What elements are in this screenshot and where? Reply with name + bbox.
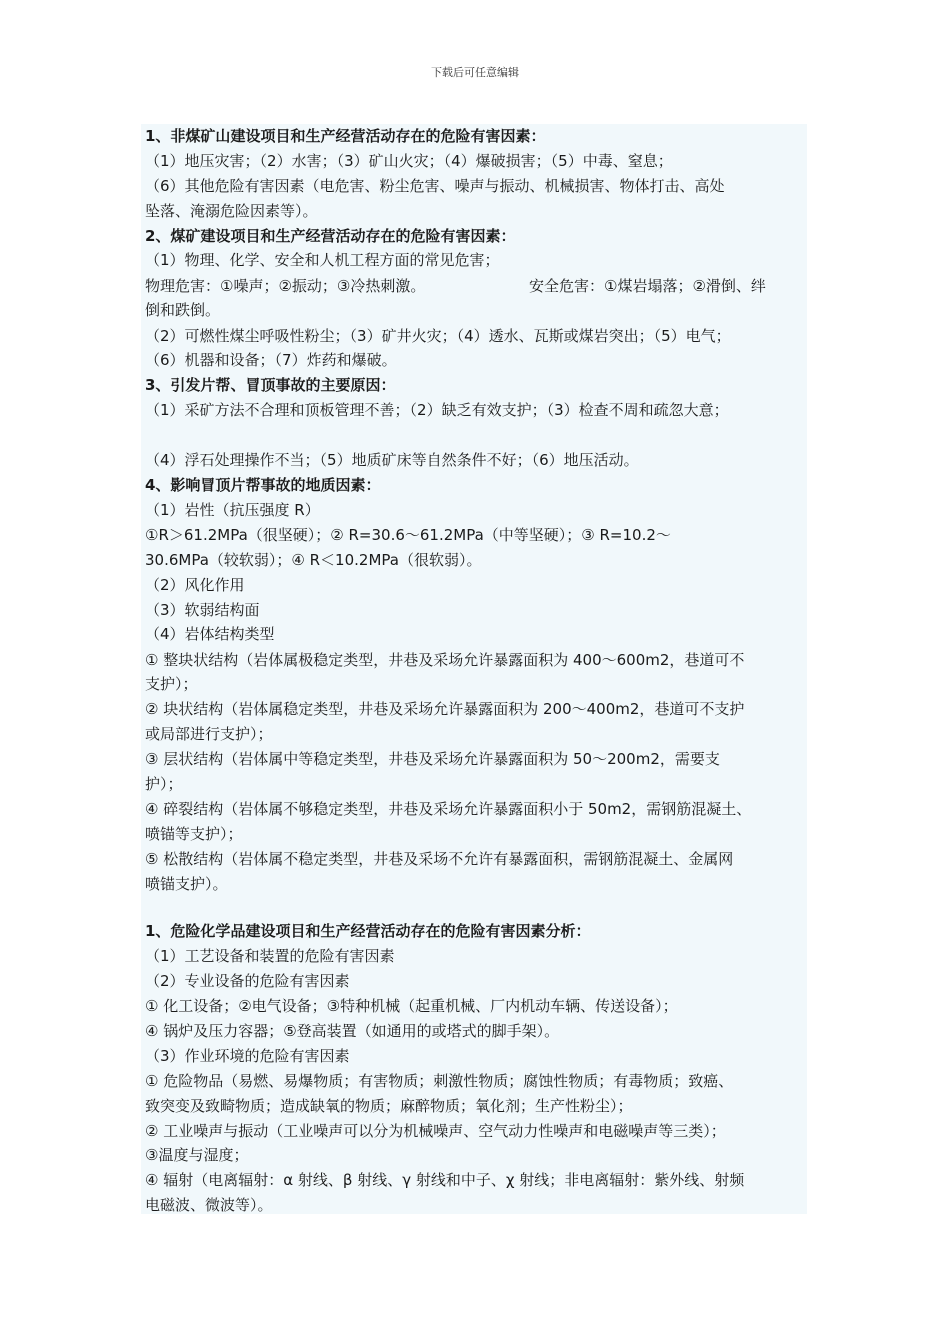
- text-line: ④ 辐射（电离辐射：α 射线、β 射线、γ 射线和中子、χ 射线；非电离辐射：紫外线、射频: [145, 1171, 745, 1189]
- text-line: 坠落、淹溺危险因素等）。: [145, 202, 318, 220]
- text-line-physical-hazard: 物理危害：①噪声；②振动；③冷热刺激。: [145, 277, 426, 295]
- text-line: 30.6MPa（较软弱）；④ R＜10.2MPa（很软弱）。: [145, 551, 482, 569]
- text-line: （1）地压灾害；（2）水害；（3）矿山火灾；（4）爆破损害；（5）中毒、窒息；: [145, 152, 673, 170]
- text-line: （1）工艺设备和装置的危险有害因素: [145, 947, 395, 965]
- text-line-safety-hazard: 安全危害：①煤岩塌落；②滑倒、绊: [529, 277, 766, 295]
- text-line: （6）其他危险有害因素（电危害、粉尘危害、噪声与振动、机械损害、物体打击、高处: [145, 177, 725, 195]
- text-line: ① 危险物品（易燃、易爆物质；有害物质；刺激性物质；腐蚀性物质；有毒物质；致癌、: [145, 1072, 734, 1090]
- text-line: （2）可燃性煤尘呼吸性粉尘；（3）矿井火灾；（4）透水、瓦斯或煤岩突出；（5）电气；: [145, 327, 731, 345]
- text-line: ①R＞61.2MPa（很坚硬）；② R=30.6～61.2MPa（中等坚硬）；③ R=10.2～: [145, 526, 671, 544]
- text-line: （4）岩体结构类型: [145, 625, 275, 643]
- text-line: （3）软弱结构面: [145, 601, 260, 619]
- text-line: ⑤ 松散结构（岩体属不稳定类型，井巷及采场不允许有暴露面积，需钢筋混凝土、金属网: [145, 850, 734, 868]
- text-line: （1）物理、化学、安全和人机工程方面的常见危害；: [145, 251, 500, 269]
- text-line: 喷锚支护）。: [145, 875, 228, 893]
- text-line: （6）机器和设备；（7）炸药和爆破。: [145, 351, 397, 369]
- text-line: （2）专业设备的危险有害因素: [145, 972, 350, 990]
- text-line: ④ 碎裂结构（岩体属不够稳定类型，井巷及采场允许暴露面积小于 50m2，需钢筋混凝土、: [145, 800, 752, 818]
- text-line: （1）岩性（抗压强度 R）: [145, 501, 320, 519]
- document-body: [141, 124, 807, 1214]
- text-line: （2）风化作用: [145, 576, 245, 594]
- heading-non-coal-mine: 1、非煤矿山建设项目和生产经营活动存在的危险有害因素：: [145, 127, 546, 145]
- text-line: （1）采矿方法不合理和顶板管理不善；（2）缺乏有效支护；（3）检查不周和疏忽大意；: [145, 401, 729, 419]
- heading-geological-factors: 4、影响冒顶片帮事故的地质因素：: [145, 476, 381, 494]
- text-line: ② 块状结构（岩体属稳定类型，井巷及采场允许暴露面积为 200～400m2，巷道可不支护: [145, 700, 745, 718]
- heading-coal-mine: 2、煤矿建设项目和生产经营活动存在的危险有害因素：: [145, 227, 516, 245]
- text-line: ① 化工设备；②电气设备；③特种机械（起重机械、厂内机动车辆、传送设备）；: [145, 997, 678, 1015]
- page-header: 下载后可任意编辑: [431, 66, 519, 79]
- text-line: 电磁波、微波等）。: [145, 1196, 273, 1214]
- text-line: 或局部进行支护）；: [145, 725, 273, 743]
- text-line: 护）；: [145, 775, 183, 793]
- text-line: （4）浮石处理操作不当；（5）地质矿床等自然条件不好；（6）地压活动。: [145, 451, 639, 469]
- text-line: ③ 层状结构（岩体属中等稳定类型，井巷及采场允许暴露面积为 50～200m2，需要支: [145, 750, 720, 768]
- text-line: ③温度与湿度；: [145, 1146, 249, 1164]
- heading-roof-fall-causes: 3、引发片帮、冒顶事故的主要原因：: [145, 376, 396, 394]
- text-line: 支护）；: [145, 675, 198, 693]
- text-line: ② 工业噪声与振动（工业噪声可以分为机械噪声、空气动力性噪声和电磁噪声等三类）；: [145, 1122, 726, 1140]
- text-line: 倒和跌倒。: [145, 301, 221, 319]
- text-line: 致突变及致畸物质；造成缺氧的物质；麻醉物质；氧化剂；生产性粉尘）；: [145, 1097, 633, 1115]
- text-line: ① 整块状结构（岩体属极稳定类型，井巷及采场允许暴露面积为 400～600m2，巷道可不: [145, 651, 745, 669]
- text-line: 喷锚等支护）；: [145, 825, 243, 843]
- text-line: （3）作业环境的危险有害因素: [145, 1047, 350, 1065]
- heading-hazardous-chemicals: 1、危险化学品建设项目和生产经营活动存在的危险有害因素分析：: [145, 922, 591, 940]
- text-line: ④ 锅炉及压力容器；⑤登高装置（如通用的或塔式的脚手架）。: [145, 1022, 560, 1040]
